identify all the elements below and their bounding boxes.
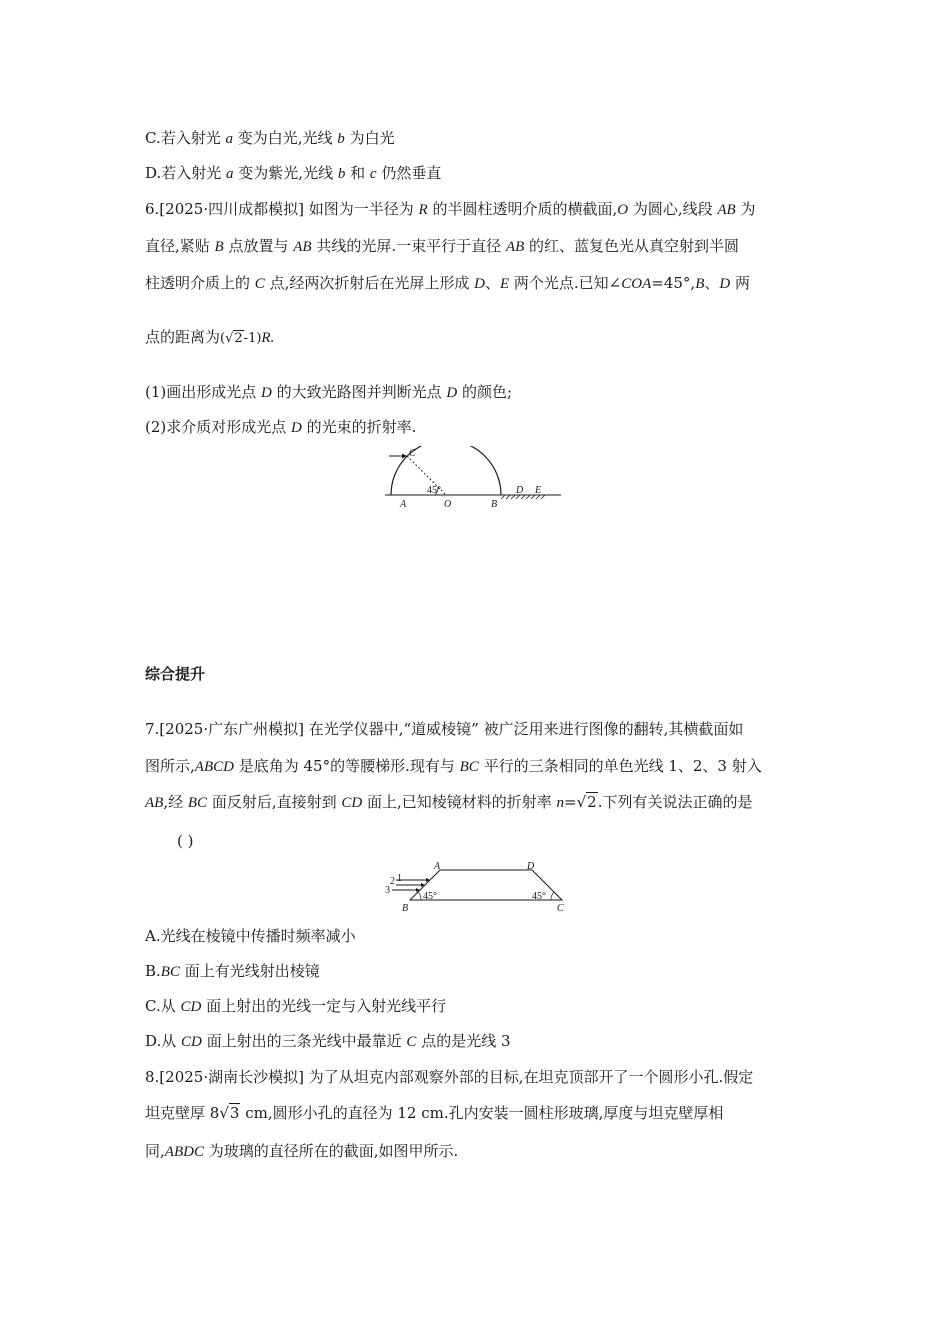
- section-title: 综合提升: [145, 665, 206, 683]
- paren: (: [220, 331, 226, 346]
- var: CD: [180, 999, 202, 1015]
- var: BC: [187, 795, 208, 811]
- q7-option-a: A.光线在棱镜中传播时频率减小: [145, 927, 356, 945]
- text: 图所示,: [145, 757, 195, 775]
- var: b: [337, 166, 346, 182]
- q7-line-1: 7.[2025·广东广州模拟] 在光学仪器中,“道威棱镜” 被广泛用来进行图像的翻转,其横截面如: [145, 720, 744, 738]
- var: AB: [505, 239, 525, 255]
- var: D: [291, 420, 302, 436]
- semicircle-arc: [391, 446, 501, 495]
- text: 变为紫光,光线: [233, 164, 338, 182]
- q6-line-2: [145, 236, 739, 257]
- ray-label-1: 1: [397, 873, 402, 884]
- sqrt-icon: √: [219, 1104, 229, 1122]
- angle-label-c: 45°: [532, 891, 546, 902]
- text: 面反射后,直接射到: [207, 793, 342, 811]
- var: CD: [341, 795, 363, 811]
- text: 点,经两次折射后在光屏上形成: [264, 274, 475, 292]
- text: 、: [704, 274, 720, 292]
- var: BC: [459, 759, 479, 775]
- var: B: [695, 276, 705, 292]
- text: (1)画出形成光点: [145, 383, 262, 401]
- var: AB: [293, 239, 312, 255]
- text: 的光束的折射率.: [301, 418, 417, 436]
- text: 柱透明介质上的: [145, 274, 255, 292]
- var: D: [261, 385, 272, 401]
- text: (2)求介质对形成光点: [145, 418, 292, 436]
- var: a: [225, 131, 233, 147]
- q7-option-b: [145, 961, 320, 982]
- angle-label: 45°: [427, 485, 441, 496]
- text: 的颜色;: [457, 383, 513, 401]
- text: 是底角为 45°的等腰梯形.现有与: [233, 757, 460, 775]
- var: C: [254, 276, 265, 292]
- var: CD: [181, 1034, 202, 1050]
- label-o: O: [444, 499, 452, 510]
- text: 平行的三条相同的单色光线 1、2、3 射入: [478, 757, 762, 775]
- sqrt-icon: √: [225, 331, 234, 346]
- var: D: [719, 276, 731, 292]
- q7-option-c: [145, 996, 446, 1017]
- var: b: [337, 131, 345, 147]
- q8-line-2: [145, 1103, 723, 1123]
- var: B: [214, 239, 224, 255]
- label-b: B: [402, 903, 409, 914]
- text: 和: [345, 164, 370, 182]
- q5-option-c: [145, 128, 395, 149]
- var: E: [499, 276, 510, 292]
- text: 面上有光线射出棱镜: [179, 962, 320, 980]
- var: R.: [261, 330, 275, 346]
- sqrt-icon: √: [576, 793, 587, 811]
- label-d: D: [527, 861, 535, 872]
- angle-arc-b: [418, 892, 421, 900]
- text: 、: [484, 274, 500, 292]
- text: 共线的光屏.一束平行于直径: [311, 237, 506, 255]
- text: 坦克壁厚 8: [145, 1104, 220, 1122]
- q6-line-4: [145, 327, 274, 349]
- distance-expression: [220, 330, 261, 346]
- var: D: [474, 276, 485, 292]
- ray-label-3: 3: [385, 885, 390, 896]
- text: 同,: [145, 1142, 165, 1160]
- radicand: 2: [234, 331, 243, 346]
- var: D: [446, 385, 458, 401]
- q6-subquestion-2: [145, 417, 416, 438]
- text: 点的距离为: [145, 328, 221, 346]
- text: .下列有关说法正确的是: [597, 793, 753, 811]
- q8-line-1: 8.[2025·湖南长沙模拟] 为了从坦克内部观察外部的目标,在坦克顶部开了一个圆形小孔.假定: [145, 1068, 754, 1086]
- text: 面上射出的光线一定与入射光线平行: [201, 997, 447, 1015]
- text: =45°,: [651, 274, 696, 292]
- var: O: [617, 202, 629, 218]
- text: 面上射出的三条光线中最靠近: [201, 1032, 407, 1050]
- q7-line-3: [145, 792, 752, 813]
- text: C.从: [145, 997, 181, 1015]
- q6-subquestion-1: [145, 382, 512, 403]
- text: D.从: [145, 1032, 182, 1050]
- text: 两: [730, 274, 750, 292]
- ray-label-2: 2: [390, 876, 395, 887]
- text: ,经: [163, 793, 188, 811]
- text: 为: [735, 200, 756, 218]
- label-a: A: [434, 861, 441, 872]
- label-b: B: [491, 499, 498, 510]
- var: AB: [717, 202, 736, 218]
- var: AB: [145, 795, 164, 811]
- q7-option-d: [145, 1031, 511, 1052]
- text: 点放置与: [223, 237, 294, 255]
- q5-option-d: [145, 163, 441, 184]
- label-e: E: [535, 485, 542, 496]
- var: COA: [621, 276, 652, 292]
- text: 两个光点.已知∠: [509, 274, 622, 292]
- text: 的半圆柱透明介质的横截面,: [427, 200, 618, 218]
- label-a: A: [400, 499, 407, 510]
- text: 为玻璃的直径所在的截面,如图甲所示.: [203, 1142, 459, 1160]
- text: 6.[2025·四川成都模拟] 如图为一半径为: [145, 200, 419, 218]
- q7-line-2: [145, 756, 762, 777]
- label-c: C: [557, 903, 564, 914]
- semicircle-figure: [385, 446, 565, 512]
- q8-line-3: [145, 1141, 458, 1162]
- radicand: 2: [587, 793, 597, 811]
- text: 面上,已知棱镜材料的折射率: [362, 793, 557, 811]
- text: -1): [243, 331, 262, 346]
- q6-line-1: [145, 199, 755, 220]
- dove-prism-figure: [382, 858, 572, 916]
- text: B.: [145, 962, 161, 980]
- radicand: 3: [229, 1104, 240, 1122]
- text: 的大致光路图并判断光点: [271, 383, 447, 401]
- label-d: D: [516, 485, 524, 496]
- text: 直径,紧贴: [145, 237, 215, 255]
- text: 点的是光线 3: [416, 1032, 511, 1050]
- text: C.若入射光: [145, 129, 226, 147]
- var: C: [406, 1034, 417, 1050]
- text: 仍然垂直: [376, 164, 442, 182]
- var: c: [369, 166, 377, 182]
- label-c: C: [409, 448, 416, 459]
- var: R: [418, 202, 428, 218]
- text: cm,圆形小孔的直径为 12 cm.孔内安装一圆柱形玻璃,厚度与坦克壁厚相: [240, 1104, 724, 1122]
- var: n: [556, 795, 565, 811]
- text: =: [564, 793, 577, 811]
- answer-blank: ( ): [177, 832, 194, 850]
- text: 变为白光,光线: [232, 129, 338, 147]
- var: a: [226, 166, 234, 182]
- angle-arc-c: [551, 892, 554, 900]
- text: D.若入射光: [145, 164, 227, 182]
- text: 为白光: [344, 129, 395, 147]
- text: 的红、蓝复色光从真空射到半圆: [524, 237, 740, 255]
- var: ABDC: [164, 1144, 204, 1160]
- q6-line-3: [145, 273, 750, 294]
- var: ABCD: [194, 759, 234, 775]
- var: BC: [160, 964, 180, 980]
- text: 为圆心,线段: [628, 200, 718, 218]
- angle-label-b: 45°: [423, 891, 437, 902]
